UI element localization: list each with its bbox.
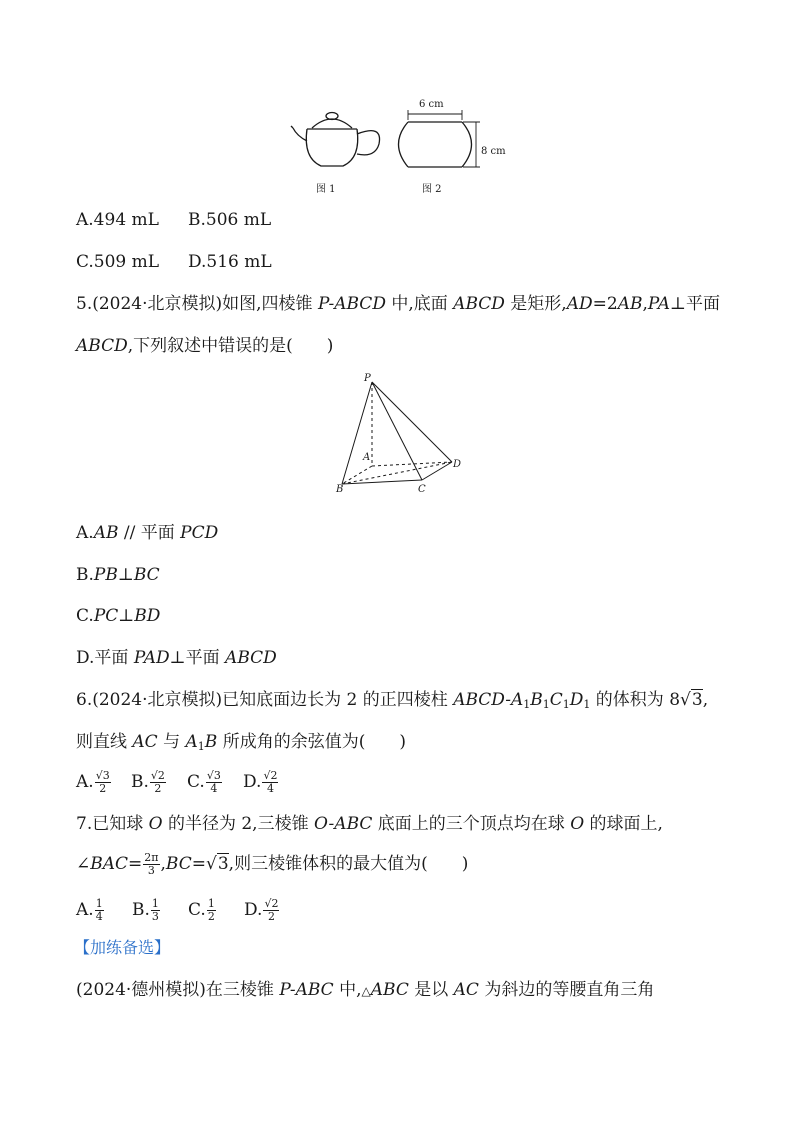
q7-term: O-ABC — [314, 814, 373, 834]
q5-opt-text: ⊥ — [117, 565, 134, 585]
q6-options — [76, 768, 279, 796]
q5-stem-line1 — [76, 294, 720, 314]
radicand: 3 — [102, 769, 110, 782]
q6-prefix: 6.(2024·北京模拟)已知底面边长为 2 的正四棱柱 — [76, 690, 454, 710]
q6-option-b[interactable] — [131, 768, 187, 796]
q6-option-a[interactable] — [76, 768, 131, 796]
denominator: 4 — [210, 782, 218, 795]
q7-text: 的球面上, — [584, 814, 663, 834]
q7-text: = — [191, 854, 206, 874]
option-letter: A. — [76, 772, 94, 792]
denominator: 2 — [154, 782, 162, 795]
q5-opt-term: PB — [93, 565, 118, 585]
q4-option-d[interactable]: D.516 mL — [188, 252, 272, 272]
q7-text: , — [160, 854, 166, 874]
diag-bd — [342, 462, 452, 484]
extra-term: P-ABC — [279, 980, 334, 1000]
vertex-b-label: B — [336, 484, 344, 495]
q5-text: =2 — [592, 294, 618, 314]
q6-text: 则直线 — [76, 732, 133, 752]
q6-text: 的体积为 8 — [590, 690, 681, 710]
fraction — [207, 898, 216, 923]
extra-term: ABC — [370, 980, 409, 1000]
q7-option-a[interactable] — [76, 896, 132, 924]
sqrt-symbol: √3 — [680, 690, 703, 710]
q7-term: BC — [165, 854, 192, 874]
q5-base: ABCD — [76, 336, 128, 356]
subscript: 1 — [523, 698, 531, 711]
q6-stem-line2 — [76, 732, 406, 757]
vertex-d-label: D — [453, 459, 462, 470]
extra-stem-line1 — [76, 980, 654, 1001]
fraction: $\frac{√3}{4}$ — [206, 769, 221, 795]
q6-stem-line1 — [76, 690, 708, 715]
numerator: 1 — [151, 897, 159, 910]
q6-prism: D — [569, 690, 584, 710]
edge-ad — [372, 462, 452, 466]
option-letter: A. — [76, 523, 94, 543]
q5-opt-term: PC — [93, 606, 119, 626]
option-letter: B. — [131, 772, 149, 792]
q5-pa: PA — [647, 294, 671, 314]
q7-stem-line1 — [76, 814, 663, 834]
fraction: $\frac{√2}{4}$ — [263, 769, 278, 795]
radicand: 2 — [270, 769, 278, 782]
option-letter: D.平面 — [76, 648, 134, 668]
q5-option-a[interactable] — [76, 523, 218, 543]
fraction — [95, 898, 104, 923]
pyramid-figure — [330, 372, 470, 496]
q6-term: AC — [132, 732, 158, 752]
extra-text: 中, — [333, 980, 362, 1000]
q5-text: ⊥平面 — [670, 294, 721, 314]
subscript: 1 — [583, 698, 591, 711]
q5-prefix: 5.(2024·北京模拟)如图,四棱锥 — [76, 294, 318, 314]
q7-options — [76, 896, 280, 924]
option-letter: D. — [243, 772, 262, 792]
q6-term: A — [185, 732, 198, 752]
q4-options-row2 — [76, 252, 272, 272]
teapot-drawing — [291, 113, 380, 167]
vertex-a-label: A — [363, 452, 371, 463]
denominator: 3 — [151, 910, 159, 923]
q5-opt-term: BD — [134, 606, 161, 626]
q5-pyramid: P-ABCD — [317, 294, 386, 314]
angle-symbol: ∠ — [76, 854, 91, 874]
q5-opt-term: PCD — [180, 523, 219, 543]
fraction: $\frac{√2}{2}$ — [150, 769, 165, 795]
option-letter: B. — [132, 900, 150, 920]
option-letter: A. — [76, 900, 94, 920]
subscript: 1 — [562, 698, 570, 711]
fraction: $\frac{√3}{2}$ — [95, 769, 110, 795]
fraction — [151, 898, 160, 923]
q5-text: 是矩形, — [504, 294, 567, 314]
q6-option-c[interactable] — [187, 768, 243, 796]
q4-option-a[interactable]: A.494 mL — [76, 210, 159, 230]
radicand: 2 — [271, 897, 279, 910]
q5-option-c[interactable] — [76, 606, 160, 626]
q7-option-b[interactable] — [132, 896, 188, 924]
q5-opt-text: ⊥ — [118, 606, 135, 626]
pot-sphere-drawing — [399, 122, 472, 167]
q7-text: 底面上的三个顶点均在球 — [372, 814, 571, 834]
q7-text: 的半径为 2,三棱锥 — [162, 814, 314, 834]
denominator: 2 — [99, 782, 107, 795]
q6-term: B — [204, 732, 218, 752]
extra-term: AC — [453, 980, 479, 1000]
q5-opt-term: ABCD — [225, 648, 277, 668]
q5-text: ,下列叙述中错误的是( ) — [127, 336, 334, 356]
edge-pd — [372, 382, 452, 462]
dimension-lines — [408, 110, 480, 167]
triangle-symbol: △ — [361, 984, 371, 998]
extra-text: 为斜边的等腰直角三角 — [478, 980, 655, 1000]
q7-option-d[interactable] — [244, 896, 280, 924]
q6-option-d[interactable] — [243, 768, 279, 796]
q5-opt-term: BC — [133, 565, 160, 585]
option-letter: C. — [188, 900, 206, 920]
fraction: $\frac{√2}{2}$ — [264, 897, 279, 923]
q5-ab: AB — [617, 294, 643, 314]
q6-prism: ABCD-A — [453, 690, 524, 710]
extra-text: (2024·德州模拟)在三棱锥 — [76, 980, 280, 1000]
option-letter: D. — [244, 900, 263, 920]
q7-text: = — [128, 854, 143, 874]
q4-options-row1 — [76, 210, 271, 230]
option-letter: C. — [76, 606, 94, 626]
fraction — [143, 852, 159, 877]
denominator: 4 — [266, 782, 274, 795]
q5-opt-text: // 平面 — [118, 523, 181, 543]
q6-text: 所成角的余弦值为( ) — [217, 732, 406, 752]
extra-practice-heading: 【加练备选】 — [74, 938, 171, 957]
denominator: 4 — [95, 910, 103, 923]
figure1-caption: 图 1 — [316, 184, 336, 195]
denominator: 2 — [207, 910, 215, 923]
q7-text: ,则三棱锥体积的最大值为( ) — [228, 854, 469, 874]
q5-option-d[interactable] — [76, 648, 277, 668]
q7-text: 7.已知球 — [76, 814, 149, 834]
width-dimension-label: 6 cm — [419, 99, 444, 110]
q5-opt-text: ⊥平面 — [169, 648, 226, 668]
denominator: 3 — [147, 864, 155, 877]
option-letter: C. — [187, 772, 205, 792]
radicand: 3 — [217, 854, 229, 874]
q4-option-b[interactable]: B.506 mL — [188, 210, 272, 230]
q5-stem-line2 — [76, 336, 333, 356]
radicand: 2 — [157, 769, 165, 782]
q6-prism: B — [530, 690, 543, 710]
q6-prism: C — [549, 690, 563, 710]
vertex-c-label: C — [418, 484, 426, 495]
q7-stem-line2 — [76, 850, 468, 878]
numerator: 1 — [95, 897, 103, 910]
q5-text: , — [642, 294, 648, 314]
denominator: 2 — [267, 910, 275, 923]
vertex-p-label: P — [364, 373, 371, 384]
q5-text: 中,底面 — [385, 294, 454, 314]
edge-pb — [342, 382, 372, 484]
numerator: 2π — [144, 851, 159, 864]
q7-term: BAC — [90, 854, 129, 874]
option-letter: B. — [76, 565, 94, 585]
figure2-caption: 图 2 — [422, 184, 442, 195]
q7-term: O — [148, 814, 163, 834]
q4-option-c[interactable]: C.509 mL — [76, 252, 160, 272]
subscript: 1 — [542, 698, 550, 711]
radicand: 3 — [691, 690, 703, 710]
extra-text: 是以 — [408, 980, 454, 1000]
sqrt-symbol: √3 — [206, 854, 229, 874]
q6-text: , — [702, 690, 709, 710]
q5-option-b[interactable] — [76, 565, 160, 585]
q5-opt-term: PAD — [133, 648, 170, 668]
height-dimension-label: 8 cm — [481, 146, 506, 157]
radicand: 3 — [213, 769, 221, 782]
subscript: 1 — [197, 740, 205, 753]
q5-ad: AD — [566, 294, 593, 314]
numerator: 1 — [207, 897, 215, 910]
q7-option-c[interactable] — [188, 896, 244, 924]
q5-base: ABCD — [453, 294, 505, 314]
q7-term: O — [570, 814, 585, 834]
q5-opt-term: AB — [93, 523, 119, 543]
q6-text: 与 — [157, 732, 186, 752]
